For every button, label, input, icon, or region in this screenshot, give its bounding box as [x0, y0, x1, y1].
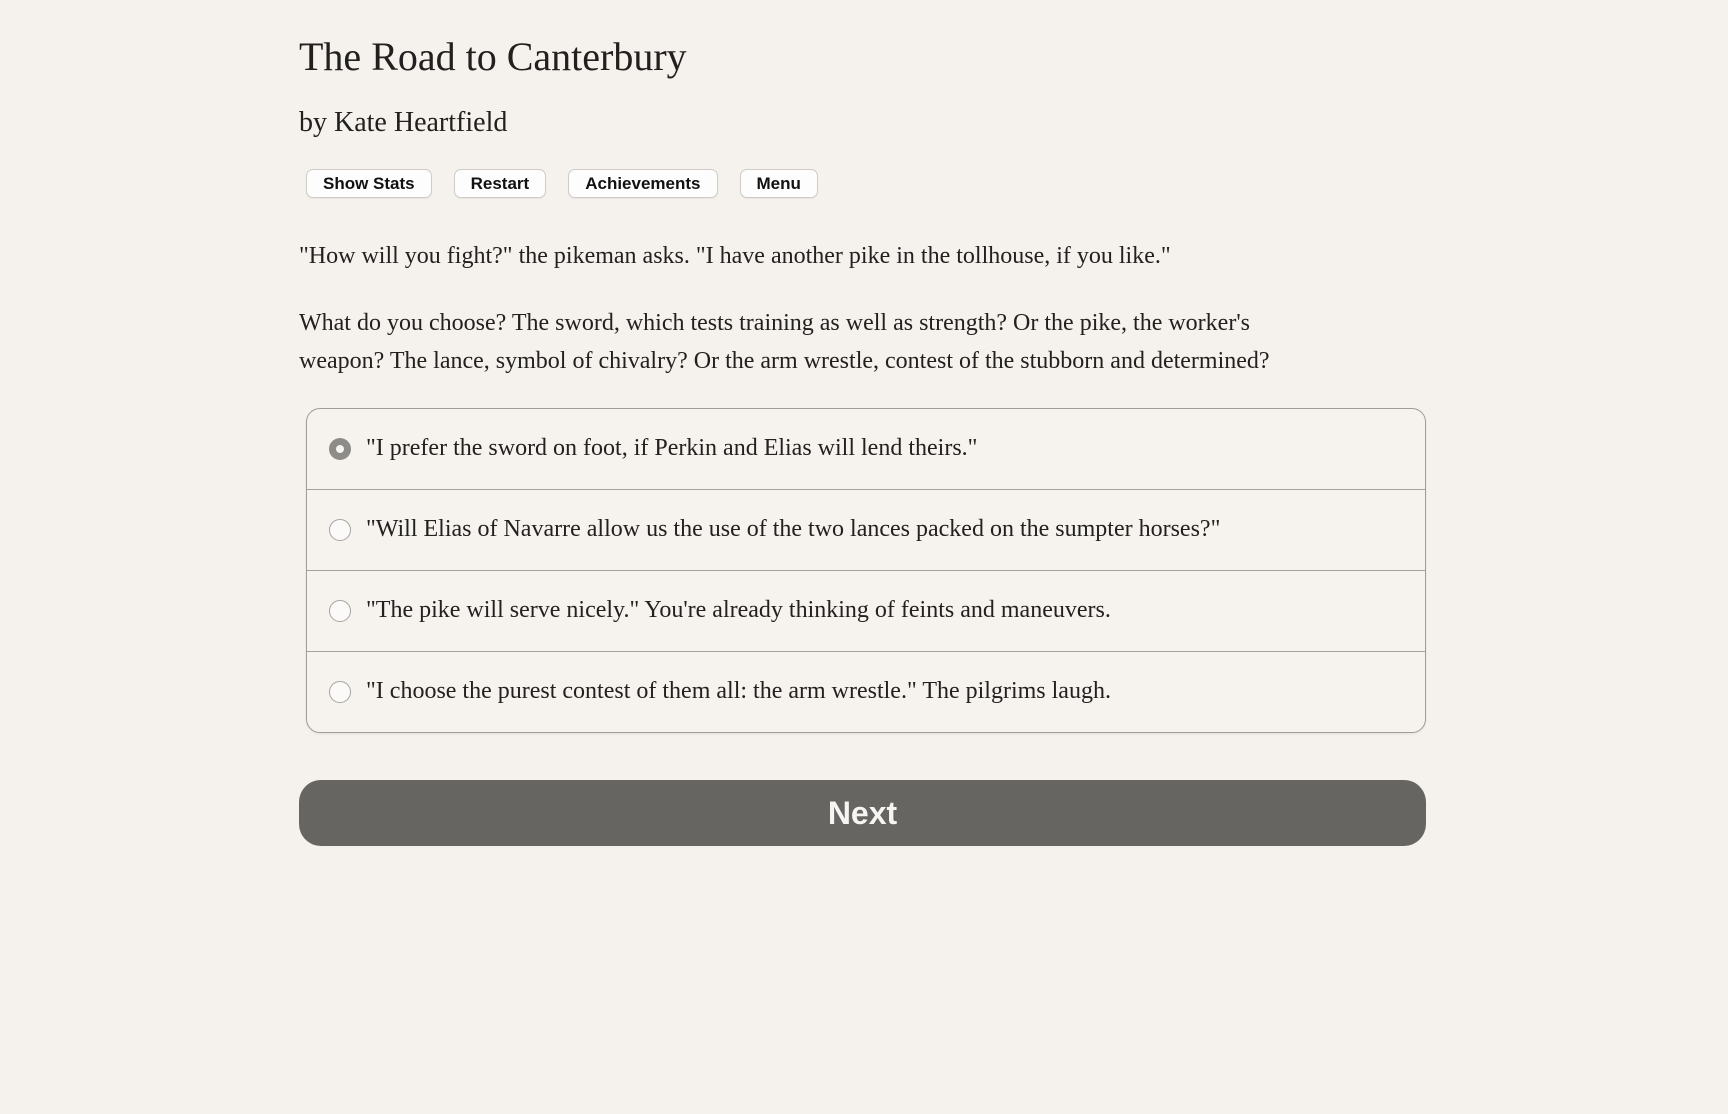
story-page [299, 34, 1426, 846]
choice-option-label: "I prefer the sword on foot, if Perkin and Elias will lend theirs." [366, 435, 978, 462]
restart-button[interactable]: Restart [454, 169, 547, 198]
choice-option-2[interactable] [307, 489, 1425, 570]
choice-option-4[interactable] [307, 651, 1425, 732]
menu-button[interactable]: Menu [740, 169, 818, 198]
choice-option-label: "The pike will serve nicely." You're already thinking of feints and maneuvers. [366, 597, 1111, 624]
choice-option-label: "Will Elias of Navarre allow us the use of the two lances packed on the sumpter horses?" [366, 516, 1221, 543]
choice-option-label: "I choose the purest contest of them all: the arm wrestle." The pilgrims laugh. [366, 678, 1111, 705]
page-title: The Road to Canterbury [299, 34, 687, 79]
choice-list [306, 408, 1426, 733]
toolbar [306, 169, 1426, 198]
byline: by Kate Heartfield [299, 107, 508, 138]
story-text [299, 237, 1426, 380]
radio-unselected-icon[interactable] [329, 519, 351, 541]
radio-unselected-icon[interactable] [329, 681, 351, 703]
radio-selected-icon[interactable] [329, 438, 351, 460]
show-stats-button[interactable]: Show Stats [306, 169, 432, 198]
choice-option-3[interactable] [307, 570, 1425, 651]
next-button[interactable]: Next [299, 780, 1426, 846]
story-paragraph: What do you choose? The sword, which tests training as well as strength? Or the pike, the worker's weapon? The lance, symbol of chivalry? Or the arm wrestle, contest of the stubborn and determined? [299, 310, 1270, 374]
story-paragraph: "How will you fight?" the pikeman asks. "I have another pike in the tollhouse, if you like." [299, 243, 1171, 269]
radio-unselected-icon[interactable] [329, 600, 351, 622]
achievements-button[interactable]: Achievements [568, 169, 717, 198]
choice-option-1[interactable] [307, 409, 1425, 489]
